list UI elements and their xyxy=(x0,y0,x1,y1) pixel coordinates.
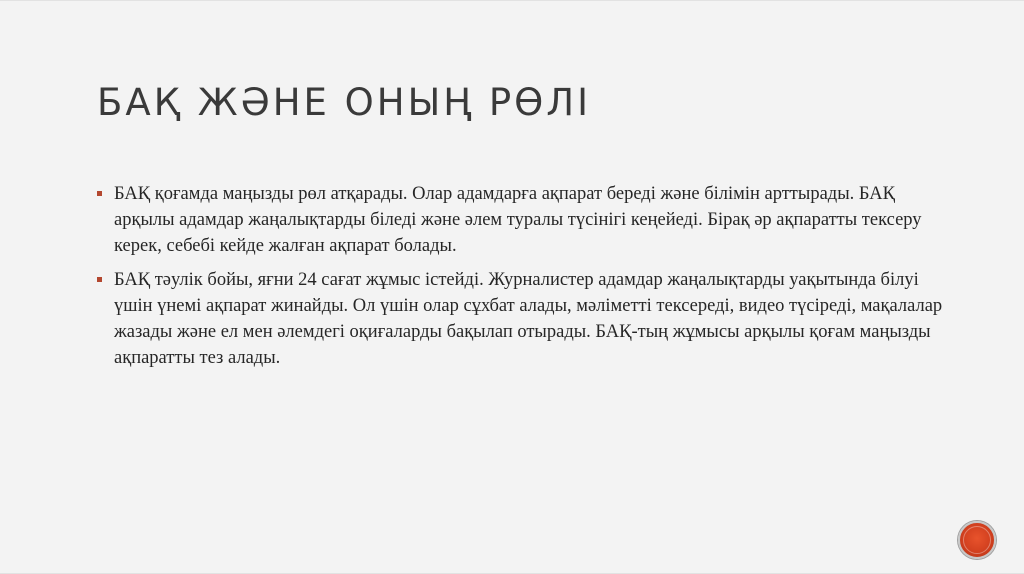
bullet-item-2 xyxy=(97,267,947,371)
bullet-list xyxy=(97,181,947,379)
bullet-item-1 xyxy=(97,181,947,259)
circle-button-icon[interactable] xyxy=(958,521,996,559)
bullet-text-2: БАҚ тәулік бойы, яғни 24 сағат жұмыс істейді. Журналистер адамдар жаңалықтарды уақытында білуі үшін үнемі ақпарат жинайды. Ол үшін олар сұхбат алады, мәліметті тексереді, видео түсіреді, мақалалар жазады және ел мен әлемдегі оқиғаларды бақылап отырады. БАҚ-тың жұмысы арқылы қоғам маңызды ақпаратты тез алады. xyxy=(114,270,943,368)
slide-title: БАҚ ЖӘНЕ ОНЫҢ РӨЛІ xyxy=(97,81,592,124)
bullet-text-1: БАҚ қоғамда маңызды рөл атқарады. Олар адамдарға ақпарат береді және білімін арттырады. БАҚ арқылы адамдар жаңалықтарды біледі және әлем туралы түсінігі кеңейеді. Бірақ әр ақпаратты тексеру керек, себебі кейде жалған ақпарат болады. xyxy=(114,184,922,256)
square-bullet-icon xyxy=(97,277,102,282)
square-bullet-icon xyxy=(97,191,102,196)
